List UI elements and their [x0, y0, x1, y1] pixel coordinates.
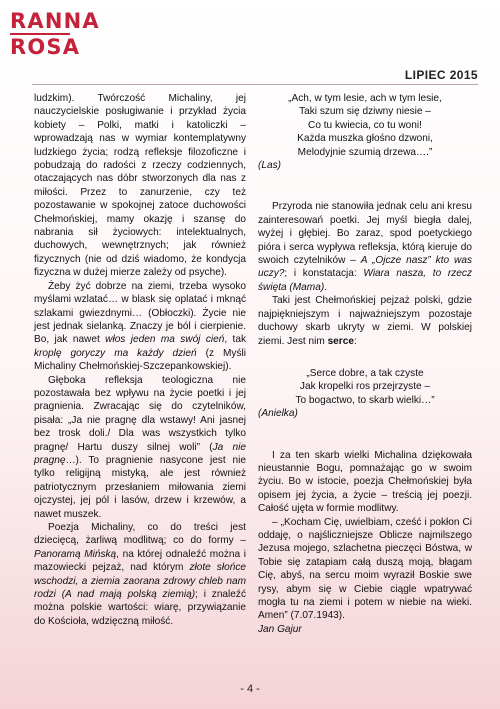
masthead-logo [10, 9, 100, 59]
poem-attribution: (Anielka) [258, 408, 298, 420]
poem-anielka [258, 367, 472, 407]
paragraph-5: Przyroda nie stanowiła jednak celu ani kresu zainteresowań poetki. Jej myśl biegła dalej, wyżej i głębiej. Bo zaraz, spod poetyckiego pióra i serca wypływa refleksja, którą kieruje do swoich czytelników – A „Ojcze nasz” kto was uczy?; i konstatacja: Wiara nasza, to rzecz święta (Mama). [258, 201, 472, 293]
header-divider [32, 84, 478, 85]
paragraph-8: – „Kocham Cię, uwielbiam, cześć i pokłon Ci oddaję, o najśliczniejsze Oblicze najmilszego Jezusa mojego, szlachetna pieczęci Bóstwa, w Tobie się zatapiam całą duszą moją, błagam Cię, abyś, na sercu moim wyraził Boskie swe rysy, abym się w Ciebie ciągle wpatrywać mogła tu na ziemi i potem w niebie na wieki. Amen” (7.07.1943). [258, 516, 472, 622]
poem-las [258, 92, 472, 159]
paragraph-4: Poezja Michaliny, co do treści jest dziecięcą, żarliwą modlitwą; co do formy – Panoramą Mińską, na której odnaleźć można i mazowiecki pejzaż, nad którym złote słońce wschodzi, a ziemia zaorana zdrowy chleb nam rodzi (A nad mają polską ziemią); i znaleźć można polskie wartości: wiarę, przywiązanie do Kościoła, wdzięczną miłość. [34, 522, 246, 627]
verse-line: Każda muszka głośno dzwoni, [297, 133, 433, 145]
page-number: - 4 - [240, 683, 260, 695]
verse-line: Co tu kwiecia, co tu woni! [308, 119, 422, 131]
author-signature: Jan Gajur [258, 623, 302, 635]
verse-line: Jak kropelki ros przejrzyste – [299, 381, 431, 393]
poem-attribution: (Las) [258, 160, 281, 172]
verse-line: „Ach, w tym lesie, ach w tym lesie, [288, 93, 442, 104]
paragraph-6: Taki jest Chełmońskiej pejzaż polski, gdzie najpiękniejszym i najważniejszym pozostaje duchowy skarb ukryty w ziemi. W polskiej ziemi. Jest nim serce: [258, 295, 472, 347]
logo-word-rosa: ROSA [10, 35, 81, 59]
issue-date: LIPIEC 2015 [404, 68, 478, 82]
paragraph-7: I za ten skarb wielki Michalina dziękowała nieustannie Bogu, pomnażając go w swoim życiu. Bo w istocie, poezja Chełmońskiej była opisem jej życia, a życie – treścią jej poezji. Całość ujęta w formie modlitwy. [258, 449, 472, 515]
paragraph-2: Żeby żyć dobrze na ziemi, trzeba wysoko myślami wzlatać… w blask się oplatać i mknąć szlakami gwiezdnymi… (Obłoczki). Życie nie jest jednak sielanką. Znaczy je ból i cierpienie. Bo, jak nawet włos jeden ma swój cień, tak kroplę goryczy ma każdy dzień (z Myśli Michaliny Chełmońskiej-Szczepankowskiej). [34, 280, 247, 373]
paragraph-1: ludzkim). Twórczość Michaliny, jej nauczycielskie posługiwanie i przykład życia kobiety – Polki, matki i katoliczki – wprowadzają nas w wymiar kontemplatywny ludzkiego życia; rodzą refleksje filozoficzne i pobudzają do radości z rzeczy codziennych, otaczających nas dóbr stworzonych dla nas z miłości. Przez to zanurzenie, czy też pozostawanie w spokojnej zatoce duchowości Chełmońskiej, mamy okazję i szansę do nabrania sił życiowych: intelektualnych, duchowych, wewnętrznych; jak również fizycznych (nie od dziś wiadomo, że kondycja fizyczna w dużej mierze zależy od psyche). [34, 93, 246, 279]
left-column [34, 92, 246, 628]
verse-line: „Serce dobre, a tak czyste [306, 367, 424, 379]
paragraph-3: Głęboka refleksja teologiczna nie pozostawała bez wpływu na życie poetki i jej pragnienia. Zwracając się do czytelników, pisała: „Ja nie pragnę dla wstawy! Ani jasnej bez trosk doli./ Dla was wszystkich tylko pragnę/ Hartu duszy silnej woli” (Ja nie pragnę…). To pragnienie nasycone jest nie tylko religijną mistyką, ale jest również patriotycznym przesłaniem miłowania ziemi ojczystej, jej pól i lasów, drzew i krzewów, a nawet muszek. [34, 374, 246, 520]
logo-word-ranna: RANNA [10, 9, 100, 33]
verse-line: To bogactwo, to skarb wielki…” [295, 394, 435, 406]
verse-line: Melodyjnie szumią drzewa….” [297, 146, 433, 158]
right-column [258, 92, 472, 636]
verse-line: Taki szum się dziwny niesie – [299, 106, 431, 118]
